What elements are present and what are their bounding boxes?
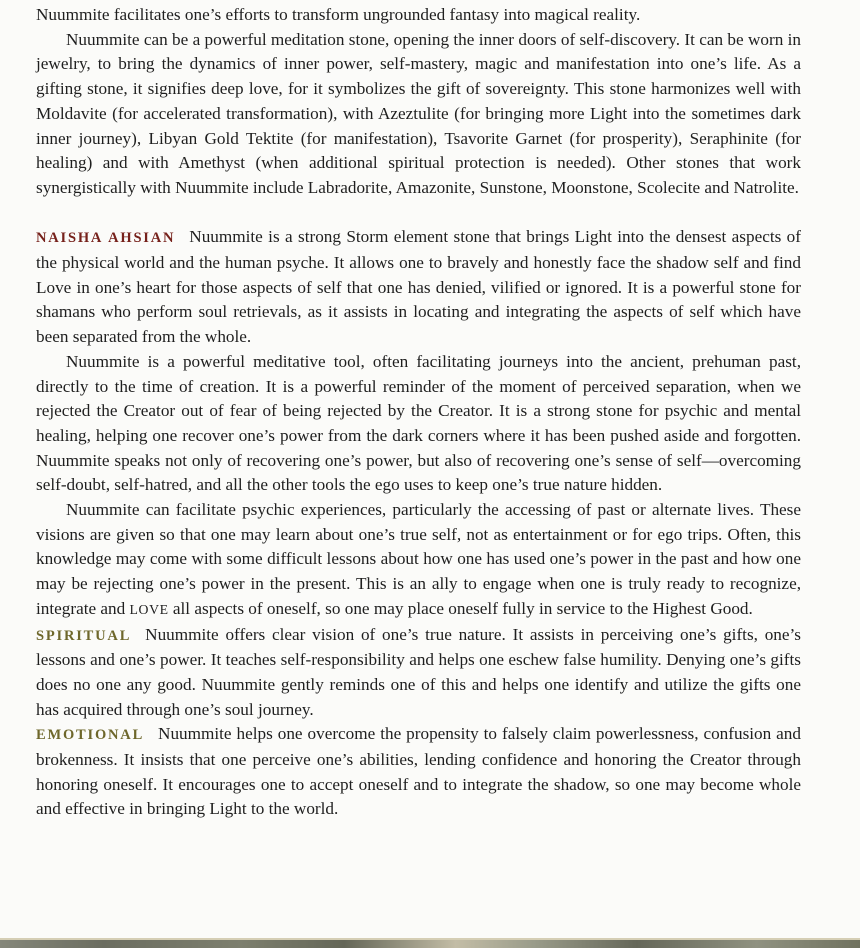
photo-top-edge [0,938,860,948]
intro-text-paragraph-1: Nuummite facilitates one’s efforts to transform ungrounded fantasy into magical reality. [36,5,641,24]
spiritual-section-paragraph-1: SPIRITUAL Nuummite offers clear vision of one’s true nature. It assists in perceiving one’s gifts, one’s lessons and one’s power. It teaches self-responsibility and helps one eschew false humility. Denying one’s gifts does no one any good. Nuummite gently reminds one of this and helps one identify and utilize the gifts one has acquired through one’s soul journey. [36,624,801,719]
spiritual-section-heading: SPIRITUAL [36,627,132,644]
naisha-ahsian-section-paragraph-3: Nuummite can facilitate psychic experiences, particularly the accessing of past or alternate lives. These visions are given so that one may learn about one’s true self, not as entertainment or for ego trips. Often, this knowledge may come with some difficult lessons about how one has used one’s power in the past and how one may be rejecting one’s power in the present. This is an ally to engage when one is truly ready to recognize, integrate and LOVE all aspects of oneself, so one may place oneself fully in service to the Highest Good. [36,500,801,618]
emotional-section-paragraph-1: EMOTIONAL Nuummite helps one overcome the propensity to falsely claim powerlessness, confusion and brokenness. It insists that one perceive one’s abilities, lending confidence and honoring the Creator through honoring oneself. It encourages one to accept oneself and to integrate the shadow, so one may become whole and effective in bringing Light to the world. [36,724,801,819]
smallcaps-word: LOVE [129,601,169,617]
naisha-ahsian-section-heading: NAISHA AHSIAN [36,230,176,247]
naisha-ahsian-section-paragraph-2: Nuummite is a powerful meditative tool, often facilitating journeys into the ancient, prehuman past, directly to the time of creation. It is a powerful reminder of the moment of perceived separation, when we rejected the Creator out of fear of being rejected by the Creator. It is a strong stone for psychic and mental healing, helping one recover one’s power from the dark corners where it has been pushed aside and forgotten. Nuummite speaks not only of recovering one’s power, but also of recovering one’s sense of self—overcoming self-doubt, self-hatred, and all the other tools the ego uses to keep one’s true nature hidden. [36,351,801,495]
intro-text-paragraph-2: Nuummite can be a powerful meditation stone, opening the inner doors of self-discovery. It can be worn in jewelry, to bring the dynamics of inner power, self-mastery, magic and manifestation into one’s life. As a gifting stone, it signifies deep love, for it symbolizes the gift of sovereignty. This stone harmonizes well with Moldavite (for accelerated transformation), with Azeztulite (for bringing more Light into the sometimes dark inner journey), Libyan Gold Tektite (for manifestation), Tsavorite Garnet (for prosperity), Seraphinite (for healing) and with Amethyst (when additional spiritual protection is needed). Other stones that work synergistically with Nuummite include Labradorite, Amazonite, Sunstone, Moonstone, Scolecite and Natrolite. [36,29,801,197]
page-text-column [36,3,801,822]
emotional-section-heading: EMOTIONAL [36,727,145,744]
naisha-ahsian-section-paragraph-1: NAISHA AHSIAN Nuummite is a strong Storm element stone that brings Light into the densest aspects of the physical world and the human psyche. It allows one to bravely and honestly face the shadow self and find Love in one’s heart for those aspects of self that one has denied, vilified or ignored. It is a powerful stone for shamans who perform soul retrievals, as it assists in locating and integrating the aspects of self which have been separated from the whole. [36,227,801,347]
